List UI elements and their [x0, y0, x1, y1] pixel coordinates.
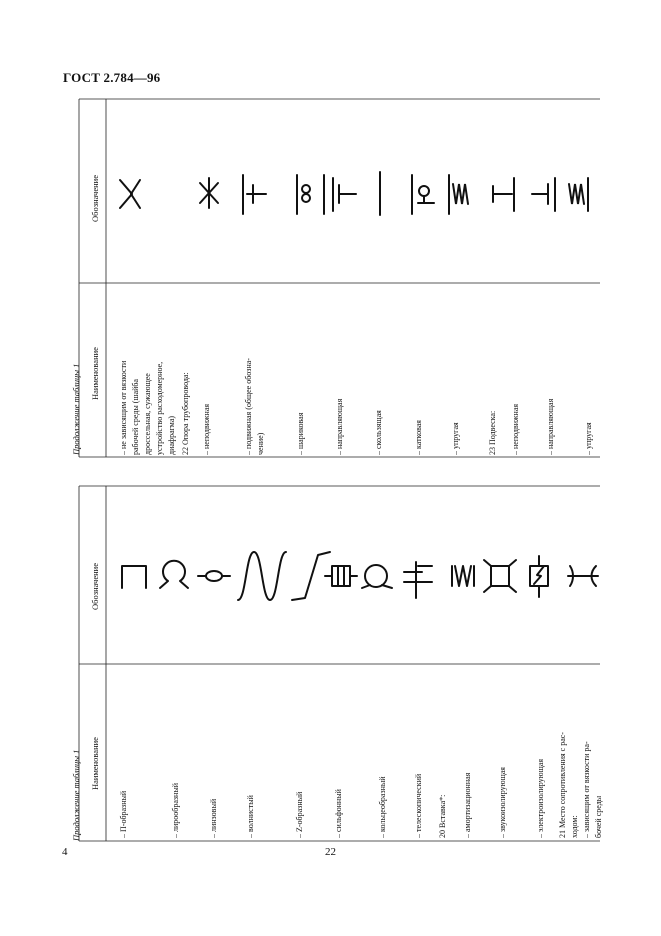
bottom-row-8: 20 Вставка*:: [438, 794, 447, 838]
lens-compensator-symbol: [198, 571, 230, 581]
bottom-row-0: – П-образный: [119, 790, 128, 838]
top-row-1: 22 Опора трубопровода:: [181, 372, 190, 455]
page-number-center: 22: [325, 846, 336, 858]
top-row-12: – упругая: [584, 422, 593, 455]
bottom-table-caption: Продолжение таблицы 1: [71, 749, 81, 841]
wavy-compensator-symbol: [238, 552, 286, 600]
top-header-symbol: Обозначение: [90, 175, 100, 222]
bottom-row-1: – лирообразный: [171, 783, 180, 838]
electro-insulating-insert-symbol: [530, 556, 548, 597]
page-number-left: 4: [62, 846, 68, 858]
top-row-2: – неподвижная: [202, 403, 211, 455]
bottom-row-6: – кольцеобразный: [378, 776, 387, 838]
top-row-8: – упругая: [451, 422, 460, 455]
top-row-5: – направляющая: [335, 398, 344, 455]
top-row-10: – неподвижная: [511, 403, 520, 455]
top-row-4: – шариковая: [296, 412, 305, 455]
top-header-name: Наименование: [90, 347, 100, 400]
bottom-row-9: – амортизационная: [463, 772, 472, 838]
top-table-caption: Продолжение таблицы 1: [71, 363, 81, 455]
bottom-row-5: – сильфонный: [334, 789, 343, 838]
top-row-7: – катковая: [414, 420, 423, 455]
bottom-row-4: – Z-образный: [295, 791, 304, 838]
bottom-header-name: Наименование: [90, 737, 100, 790]
bottom-row-11: – электроизолирующая: [536, 758, 545, 838]
bottom-row-12: 21 Место сопротивления с рас- ходом: – зависящим от вязкости ра- бочей среды: [558, 732, 603, 838]
document-header: ГОСТ 2.784—96: [63, 70, 161, 85]
bottom-row-2: – линзовый: [209, 798, 218, 838]
u-shaped-compensator-symbol: [122, 566, 146, 588]
sound-insulating-insert-symbol: [484, 560, 516, 592]
top-row-6: – скользящая: [374, 410, 383, 455]
top-row-9: 23 Подвеска:: [488, 410, 497, 455]
bottom-row-3: – волнистый: [246, 795, 255, 838]
top-row-0: – не зависящим от вязкости рабочей среды (шайба дроссельная, сужающее устройство расходомерное, диафрагма): [119, 360, 176, 455]
top-row-11: – направляющая: [546, 398, 555, 455]
shock-absorbing-insert-symbol: [452, 566, 474, 586]
lyre-compensator-symbol: [160, 561, 188, 588]
bottom-header-symbol: Обозначение: [90, 563, 100, 610]
top-row-3: – подвижная (общее обозна- чение): [244, 358, 265, 455]
bottom-row-7: – телескопический: [414, 773, 423, 838]
viscosity-resistance-symbol: [568, 566, 598, 586]
bottom-row-10: – звукоизолирующая: [498, 767, 507, 838]
ring-compensator-symbol: [362, 565, 392, 588]
telescopic-compensator-symbol: [404, 562, 432, 598]
bellows-compensator-symbol: [325, 566, 357, 586]
